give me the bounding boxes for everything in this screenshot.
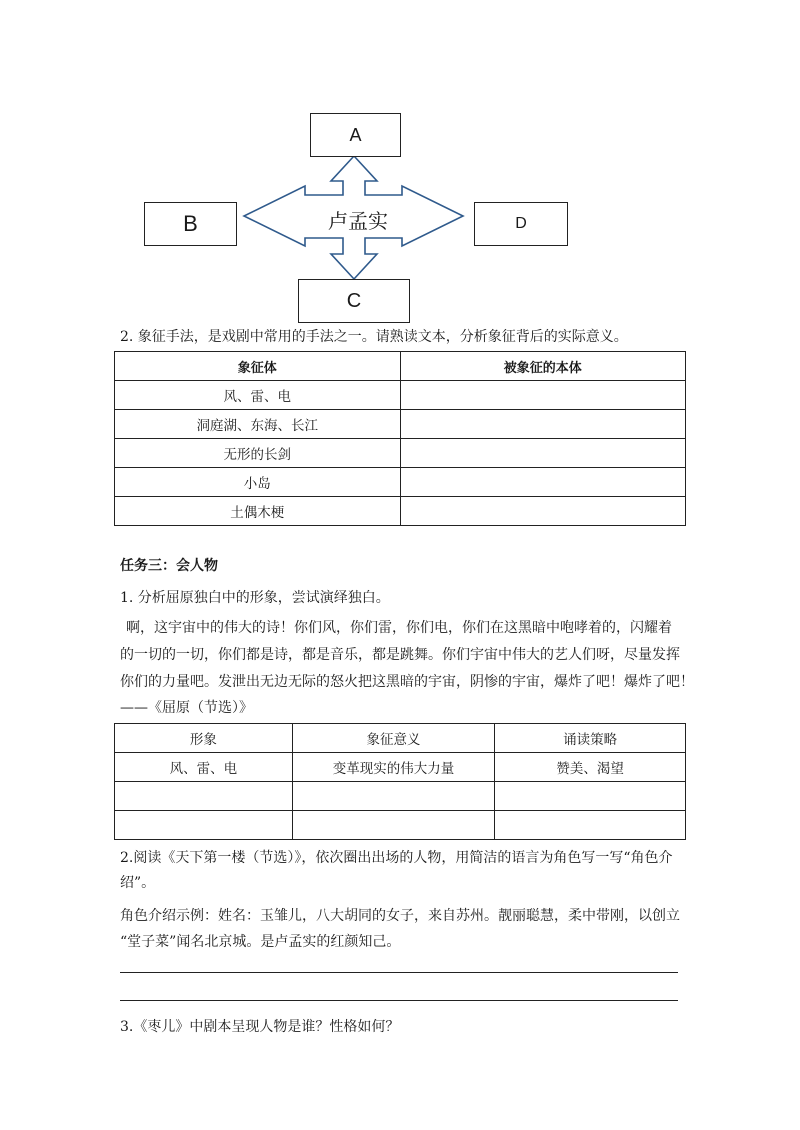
box-d-label: D [515,215,527,232]
table-cell: 风、雷、电 [115,381,401,410]
table-row [115,811,686,840]
answer-cell[interactable] [115,811,293,840]
monologue-line-1: 啊，这宇宙中的伟大的诗！你们风，你们雷，你们电，你们在这黑暗中咆哮着的，闪耀着 [126,620,672,636]
q2-line-4: “堂子菜”闻名北京城。是卢孟实的红颜知己。 [120,934,401,950]
monologue-line-2: 的一切的一切，你们都是诗，都是音乐，都是跳舞。你们宇宙中伟大的艺人们呀，尽量发挥 [120,647,680,663]
table-row [115,439,686,468]
symbol-table-header-1: 象征体 [115,352,401,381]
answer-cell[interactable] [400,381,686,410]
task3-title: 任务三：会人物 [120,558,218,574]
table-cell: 土偶木梗 [115,497,401,526]
answer-line[interactable] [120,972,678,973]
q2-prompt: 2. 象征手法，是戏剧中常用的手法之一。请熟读文本，分析象征背后的实际意义。 [120,329,628,345]
answer-cell[interactable] [400,410,686,439]
table-cell: 小岛 [115,468,401,497]
table-row [115,753,686,782]
box-c-label: C [346,289,362,312]
symbol-table [114,351,686,526]
image-table-header-2: 象征意义 [292,724,495,753]
q1-prompt: 1. 分析屈原独白中的形象，尝试演绎独白。 [120,590,390,606]
answer-cell[interactable] [400,468,686,497]
image-table [114,723,686,840]
image-table-header-3: 诵读策略 [495,724,686,753]
q3-prompt: 3.《枣儿》中剧本呈现人物是谁？性格如何？ [120,1019,400,1035]
answer-cell[interactable] [400,497,686,526]
image-table-header-1: 形象 [115,724,293,753]
box-a-label: A [349,124,362,145]
answer-cell[interactable] [495,782,686,811]
monologue-source: ——《屈原（节选）》 [120,700,253,716]
box-d [474,202,568,246]
table-row [115,468,686,497]
table-cell: 无形的长剑 [115,439,401,468]
answer-line[interactable] [120,1000,678,1001]
box-c [298,279,410,323]
answer-cell[interactable] [292,811,495,840]
q2-line-1: 2.阅读《天下第一楼（节选）》，依次圈出出场的人物，用简洁的语言为角色写一写“角色介 [120,850,673,866]
answer-cell[interactable] [400,439,686,468]
box-b-label: B [183,211,198,236]
answer-cell[interactable] [495,811,686,840]
table-cell: 赞美、渴望 [495,753,686,782]
table-row [115,782,686,811]
table-cell: 变革现实的伟大力量 [292,753,495,782]
table-row [115,410,686,439]
center-label: 卢孟实 [328,209,388,233]
table-cell: 洞庭湖、东海、长江 [115,410,401,439]
q2-line-2: 绍”。 [120,875,156,891]
monologue-line-3: 你们的力量吧。发泄出无边无际的怒火把这黑暗的宇宙，阴惨的宇宙，爆炸了吧！爆炸了吧！ [120,674,694,690]
answer-cell[interactable] [115,782,293,811]
table-cell: 风、雷、电 [115,753,293,782]
box-a [310,113,401,157]
table-row [115,381,686,410]
symbol-table-header-2: 被象征的本体 [400,352,686,381]
table-row [115,497,686,526]
answer-cell[interactable] [292,782,495,811]
box-b [144,202,237,246]
q2-line-3: 角色介绍示例：姓名：玉雏儿，八大胡同的女子，来自苏州。靓丽聪慧，柔中带刚，以创立 [120,908,680,924]
